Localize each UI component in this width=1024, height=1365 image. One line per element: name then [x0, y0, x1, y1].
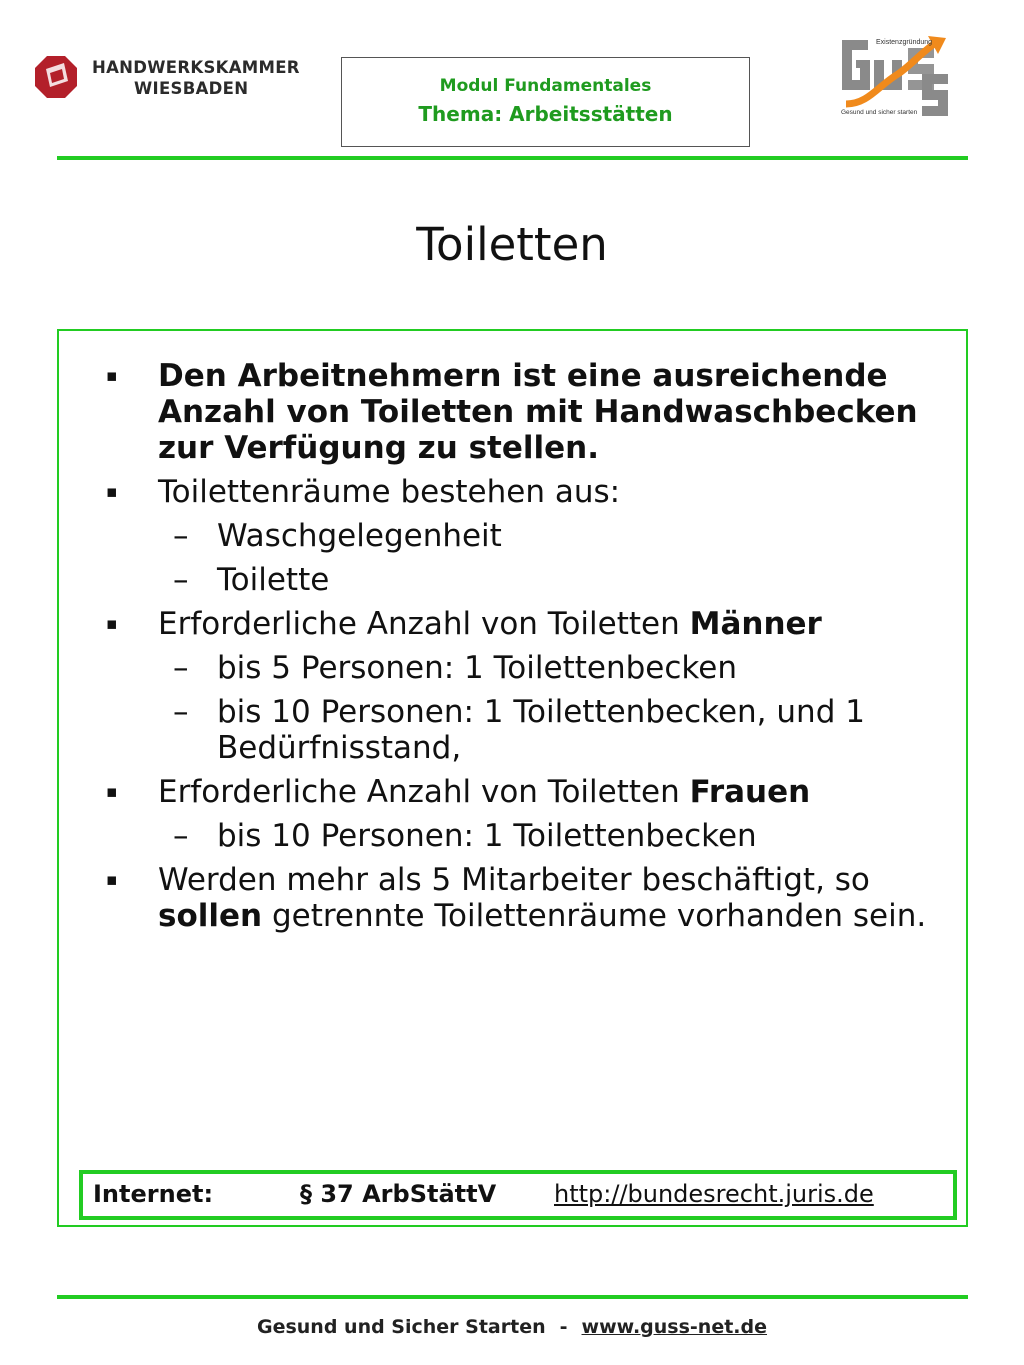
- bullet-emphasis: Frauen: [689, 774, 811, 810]
- bullet-text: Toilettenräume bestehen aus:: [158, 474, 621, 510]
- bullet-item: [100, 358, 950, 466]
- bullet-emphasis: sollen: [158, 898, 263, 934]
- hwk-emblem-icon: [34, 55, 78, 99]
- dash-icon: –: [173, 562, 189, 598]
- bullet-icon: ▪: [106, 614, 118, 634]
- hwk-name-line1: HANDWERKSKAMMER: [92, 58, 300, 77]
- sub-item: [100, 562, 950, 598]
- bullet-text: Erforderliche Anzahl von Toiletten: [158, 774, 690, 810]
- footer: [0, 1316, 1024, 1338]
- bullet-item: [100, 606, 950, 642]
- dash-icon: –: [173, 694, 189, 730]
- dash-icon: –: [173, 818, 189, 854]
- sub-text: Waschgelegenheit: [217, 518, 502, 554]
- sub-item: [100, 518, 950, 554]
- internet-label: Internet:: [93, 1180, 214, 1208]
- sub-text: bis 5 Personen: 1 Toilettenbecken: [217, 650, 737, 686]
- header-divider: [57, 156, 968, 160]
- sub-text: bis 10 Personen: 1 Toilettenbecken, und 1 Bedürfnisstand,: [217, 694, 865, 766]
- bullet-icon: ▪: [106, 482, 118, 502]
- hwk-logo: [34, 55, 304, 103]
- page-title: Toiletten: [416, 218, 608, 271]
- guss-logo: [838, 34, 950, 118]
- bullet-icon: ▪: [106, 366, 118, 386]
- juris-link[interactable]: http://bundesrecht.juris.de: [554, 1180, 874, 1208]
- bullet-text-end: getrennte Toilettenräume vorhanden sein.: [262, 898, 927, 934]
- footer-divider: [57, 1295, 968, 1299]
- module-box: [341, 57, 750, 147]
- bullet-icon: ▪: [106, 870, 118, 890]
- bullet-list: [100, 358, 950, 942]
- bullet-text: Den Arbeitnehmern ist eine ausreichende Anzahl von Toiletten mit Handwaschbecken zur Verfügung zu stellen.: [158, 358, 918, 466]
- sub-text: bis 10 Personen: 1 Toilettenbecken: [217, 818, 757, 854]
- sub-item: [100, 818, 950, 854]
- law-reference: § 37 ArbStättV: [300, 1180, 497, 1208]
- footer-separator: -: [559, 1316, 568, 1338]
- module-topic: Thema: Arbeitsstätten: [418, 102, 673, 126]
- dash-icon: –: [173, 650, 189, 686]
- bullet-item: [100, 474, 950, 510]
- bullet-text: Werden mehr als 5 Mitarbeiter beschäftigt, so: [158, 862, 870, 898]
- footer-link[interactable]: www.guss-net.de: [581, 1316, 768, 1338]
- sub-item: [100, 694, 950, 766]
- bullet-item: [100, 862, 950, 934]
- guss-logo-icon: [838, 34, 950, 118]
- footer-text: Gesund und Sicher Starten: [256, 1316, 546, 1338]
- hwk-name-line2: WIESBADEN: [134, 79, 249, 98]
- module-name: Modul Fundamentales: [439, 76, 652, 96]
- sub-text: Toilette: [217, 562, 330, 598]
- bullet-emphasis: Männer: [689, 606, 822, 642]
- guss-tagline-top: Existenzgründung: [876, 39, 933, 46]
- bullet-item: [100, 774, 950, 810]
- bullet-icon: ▪: [106, 782, 118, 802]
- dash-icon: –: [173, 518, 189, 554]
- bullet-text: Erforderliche Anzahl von Toiletten: [158, 606, 690, 642]
- sub-item: [100, 650, 950, 686]
- guss-tagline-bottom: Gesund und sicher starten: [841, 109, 918, 116]
